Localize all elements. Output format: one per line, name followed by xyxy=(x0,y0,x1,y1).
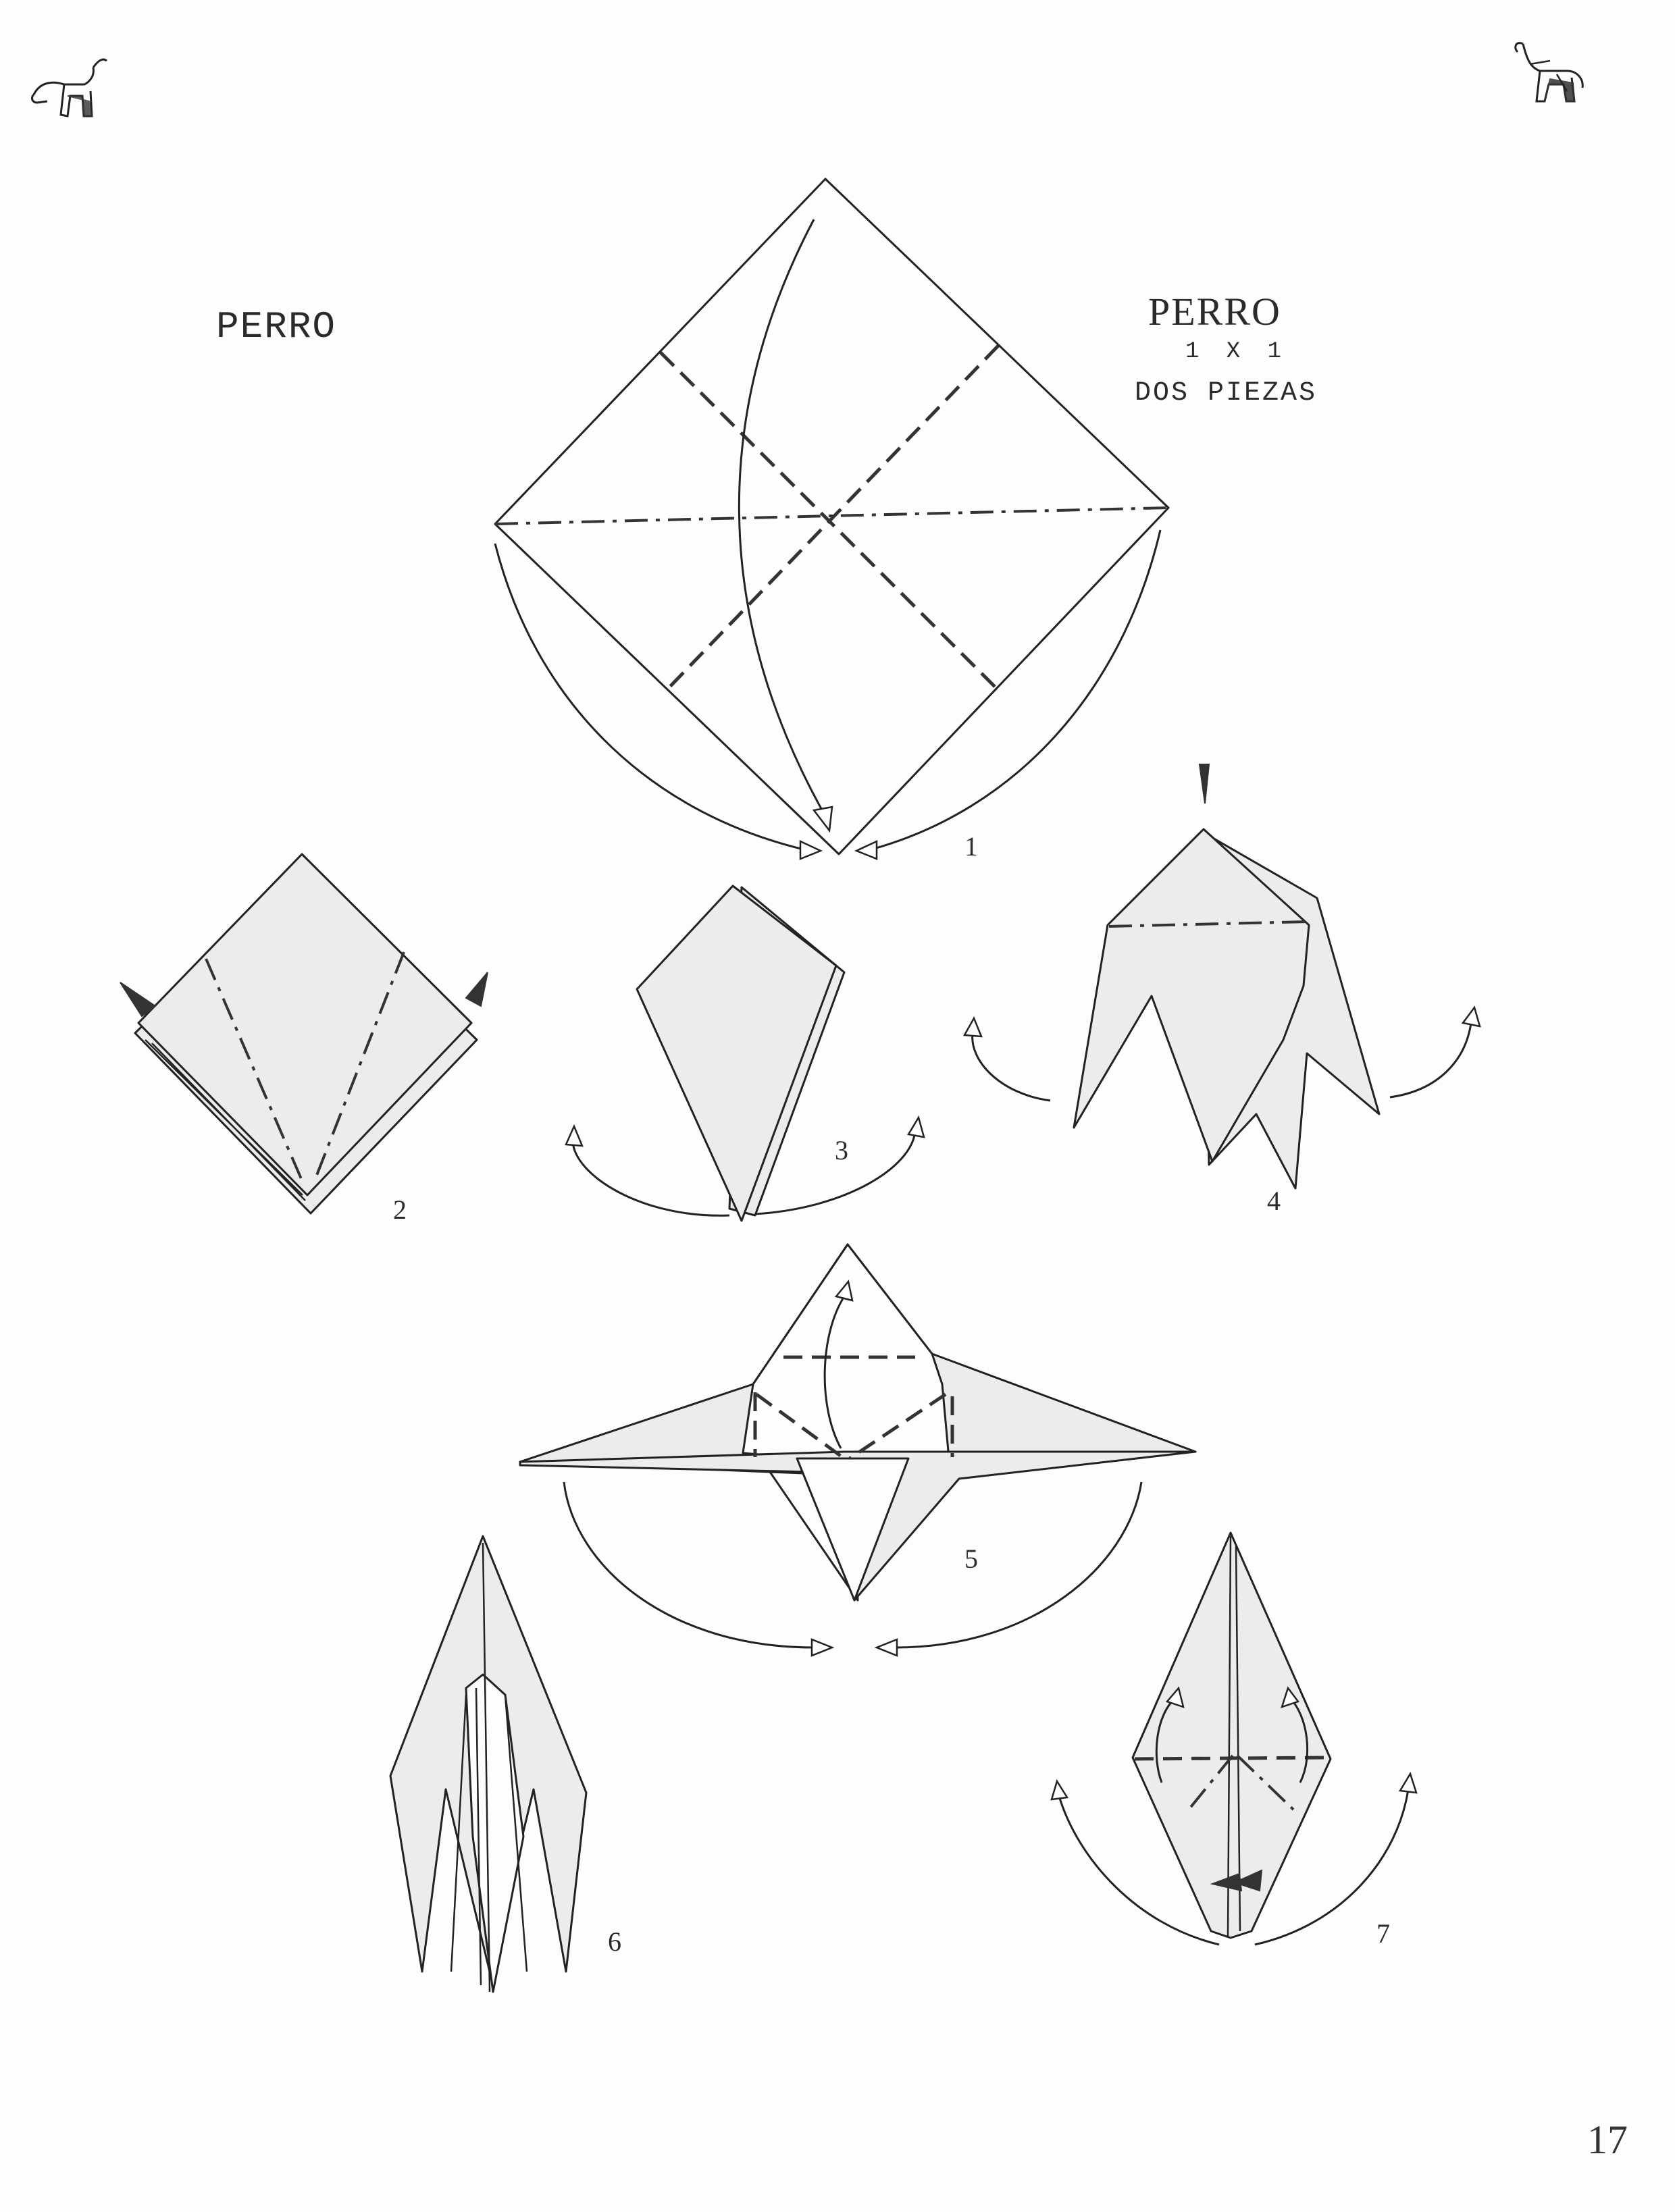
step-4-figure xyxy=(964,764,1480,1188)
step-6-figure xyxy=(390,1536,586,1992)
title-left: PERRO xyxy=(216,305,337,348)
step-7-figure xyxy=(1052,1533,1416,1945)
paper-ratio: 1 X 1 xyxy=(1185,339,1289,365)
step-number-2: 2 xyxy=(393,1194,407,1225)
step-number-7: 7 xyxy=(1376,1918,1390,1949)
dog-icon xyxy=(1516,43,1583,101)
step-number-5: 5 xyxy=(964,1544,978,1574)
dog-icon xyxy=(32,59,107,116)
step-1-figure xyxy=(495,179,1168,859)
step-number-6: 6 xyxy=(608,1926,621,1957)
step-number-4: 4 xyxy=(1267,1186,1281,1216)
step-number-1: 1 xyxy=(964,831,978,862)
page-number: 17 xyxy=(1587,2117,1628,2162)
pieces-label: DOS PIEZAS xyxy=(1135,378,1318,409)
title-right: PERRO xyxy=(1148,290,1281,334)
step-5-figure xyxy=(520,1244,1195,1656)
step-number-3: 3 xyxy=(835,1135,848,1165)
step-3-figure xyxy=(566,886,924,1221)
step-2-figure xyxy=(120,854,488,1213)
